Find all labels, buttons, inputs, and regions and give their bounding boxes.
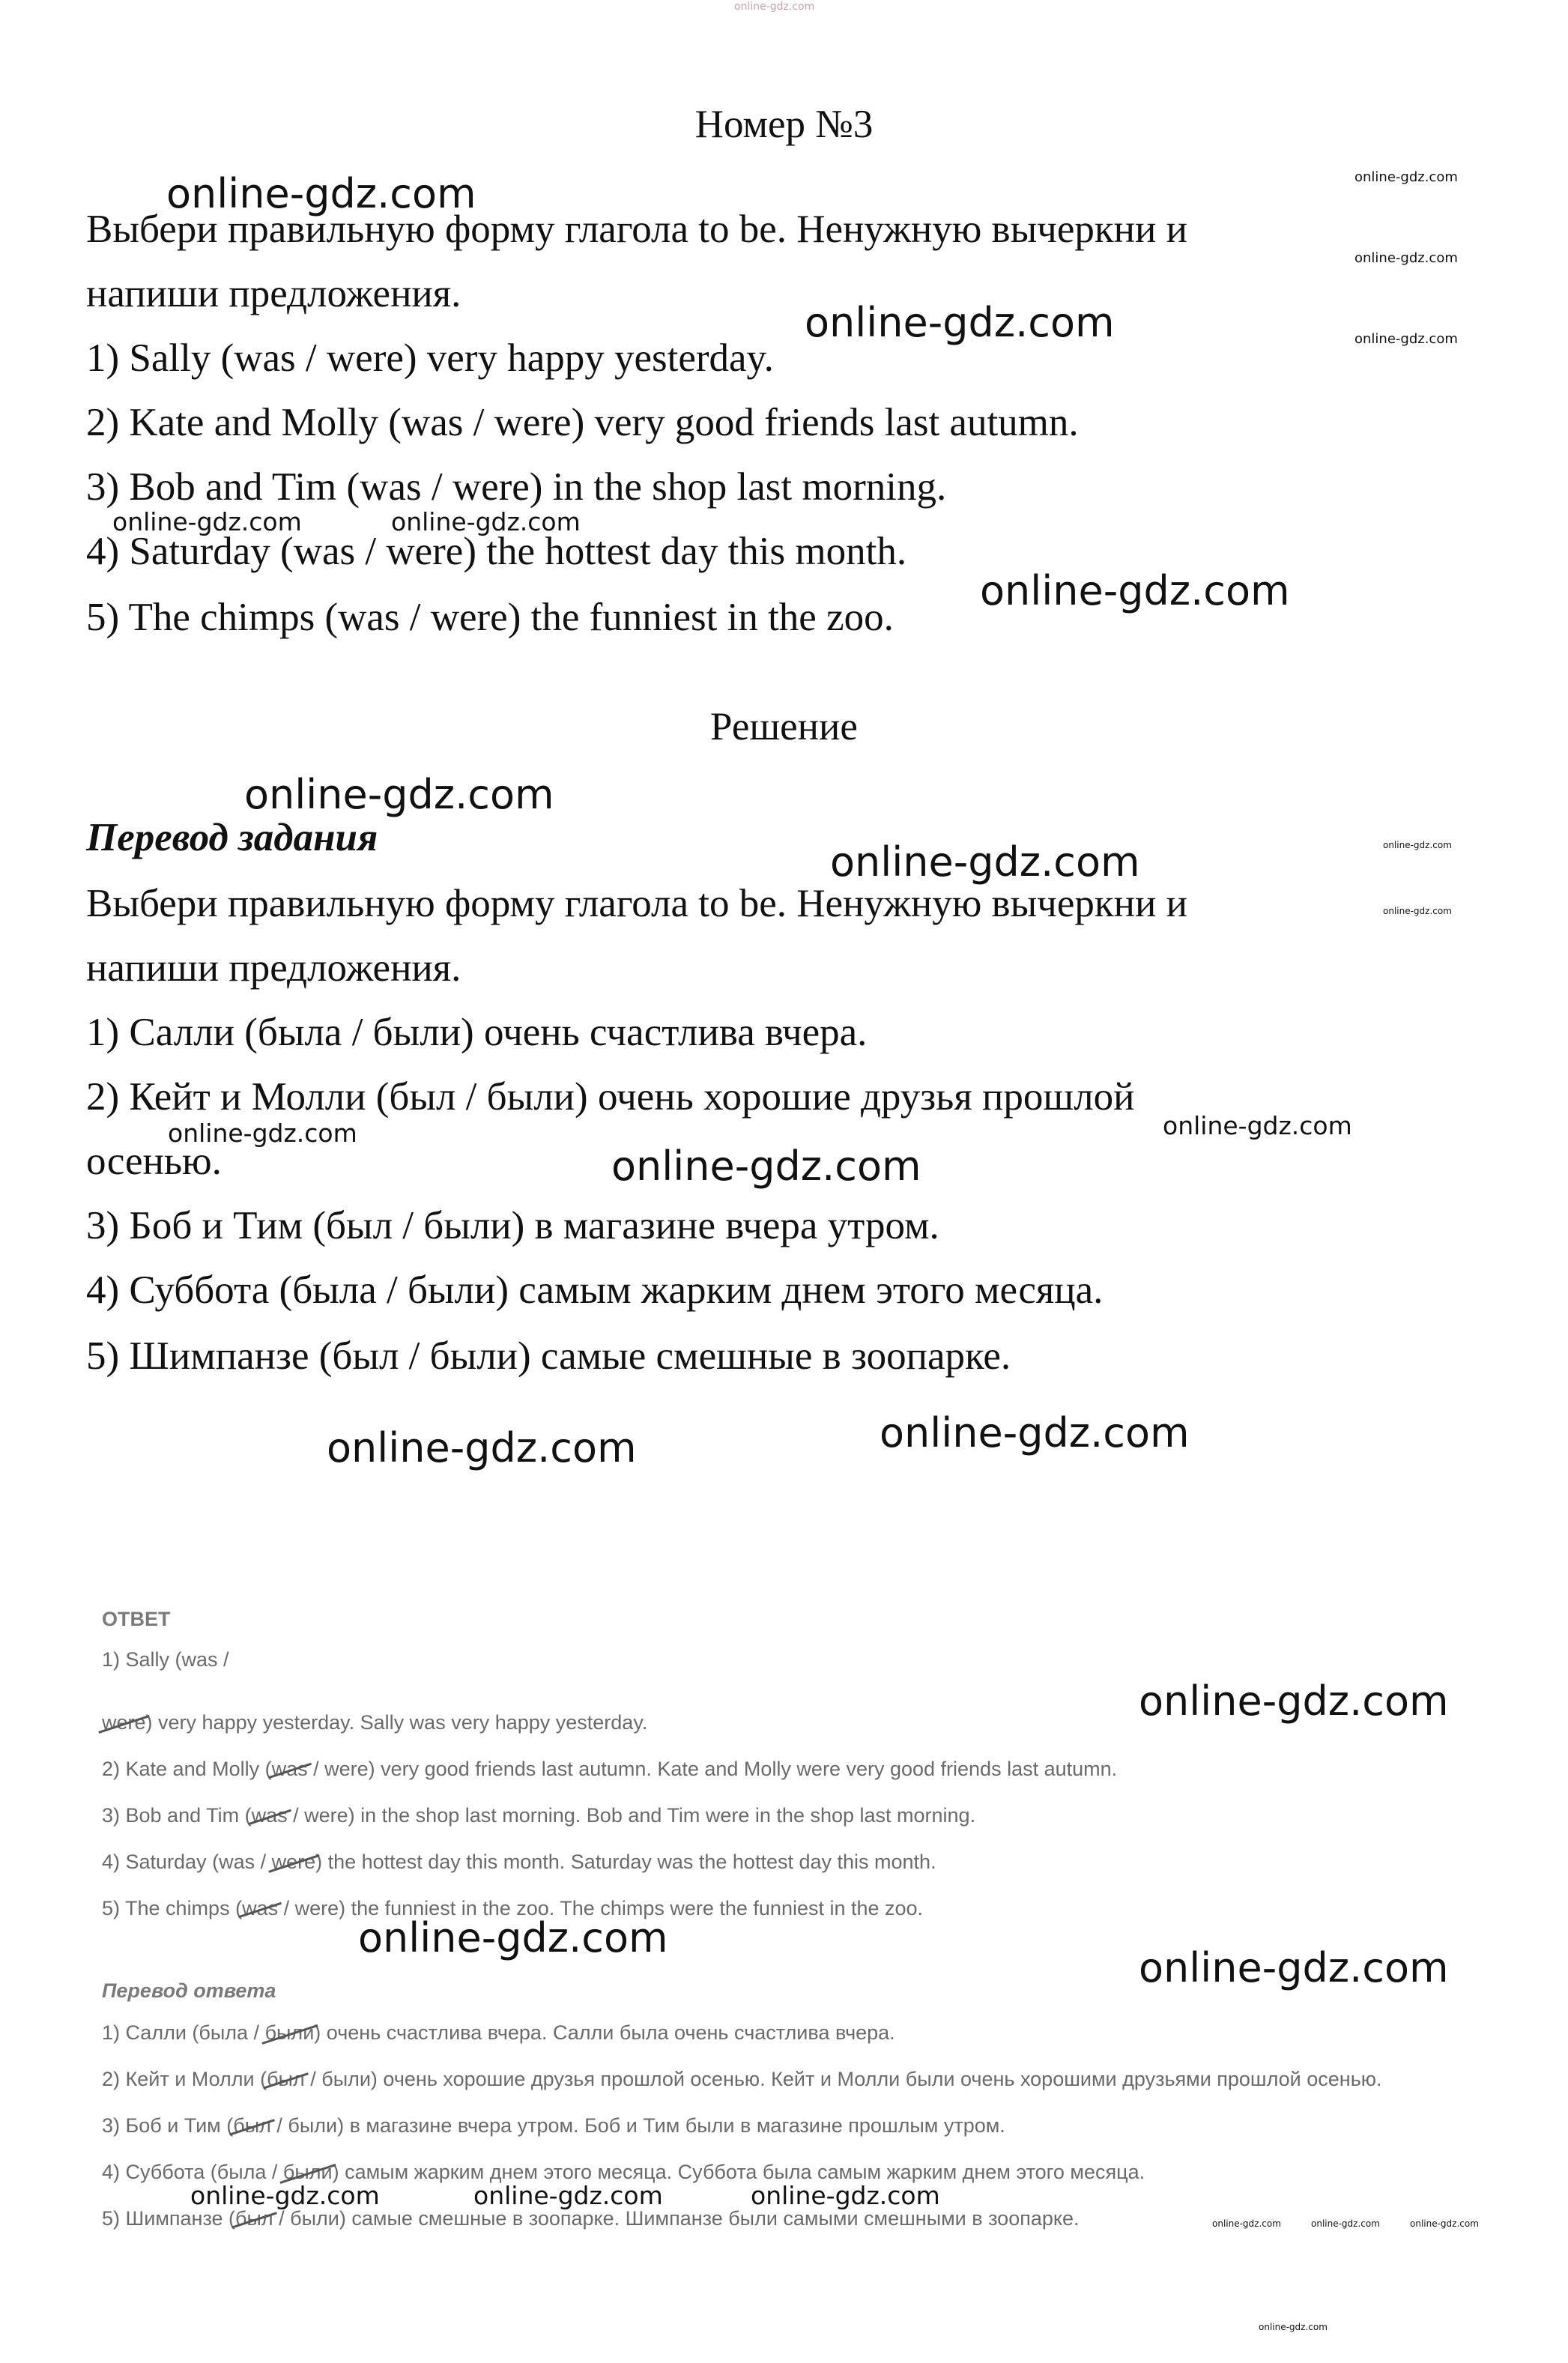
task-item-4: 4) Saturday (was / were) the hottest day this month. <box>86 530 907 573</box>
translation-instruction-line1: Выбери правильную форму глагола to be. Ненужную вычеркни и <box>86 882 1187 925</box>
answer-translation-item-2 <box>102 2069 1382 2090</box>
translation-instruction-line2: напиши предложения. <box>86 946 461 990</box>
answer-text: / были) очень хорошие друзья прошлой осенью. Кейт и Молли были очень хорошими друзьями прошлой осенью. <box>304 2068 1382 2090</box>
watermark: online-gdz.com <box>1139 1944 1449 1991</box>
task-item-3: 3) Bob and Tim (was / were) in the shop last morning. <box>86 465 947 509</box>
watermark: online-gdz.com <box>1354 250 1458 266</box>
watermark: online-gdz.com <box>1410 2218 1479 2229</box>
watermark: online-gdz.com <box>327 1424 637 1471</box>
answer-translation-item-3 <box>102 2116 1005 2136</box>
task-instruction-line2: напиши предложения. <box>86 272 461 315</box>
watermark: online-gdz.com <box>880 1409 1190 1456</box>
answer-line-1: 1) Sally (was / <box>102 1648 229 1671</box>
translation-item-2: 2) Кейт и Молли (был / были) очень хорошие друзья прошлой <box>86 1075 1135 1119</box>
watermark: online-gdz.com <box>391 507 581 536</box>
task-item-5: 5) The chimps (was / were) the funniest in the zoo. <box>86 596 894 639</box>
struck-word: были <box>282 2161 333 2183</box>
watermark: online-gdz.com <box>1163 1111 1352 1140</box>
watermark: online-gdz.com <box>473 2181 663 2210</box>
answer-translation-item-4 <box>102 2162 1145 2182</box>
watermark: online-gdz.com <box>1139 1677 1449 1725</box>
watermark: online-gdz.com <box>751 2181 940 2210</box>
struck-word: was <box>242 1897 279 1919</box>
answer-item-3 <box>102 1806 975 1826</box>
watermark: online-gdz.com <box>1383 906 1452 916</box>
translation-item-4: 4) Суббота (была / были) самым жарким днем этого месяца. <box>86 1268 1104 1312</box>
watermark: online-gdz.com <box>1259 2322 1328 2332</box>
watermark: online-gdz.com <box>1212 2218 1281 2229</box>
watermark: online-gdz.com <box>112 507 302 536</box>
watermark: online-gdz.com <box>358 1914 668 1961</box>
answer-text: 5) The chimps ( <box>102 1897 243 1919</box>
solution-heading: Решение <box>710 705 858 748</box>
answer-item-2 <box>102 1759 1117 1779</box>
answer-heading: ОТВЕТ <box>102 1608 171 1630</box>
struck-word: was <box>251 1804 288 1827</box>
answer-text: 3) Bob and Tim ( <box>102 1804 252 1827</box>
answer-text: 4) Saturday (was / <box>102 1851 272 1873</box>
answer-text: / были) в магазине вчера утром. Боб и Тим были в магазине прошлым утром. <box>270 2114 1005 2137</box>
watermark: online-gdz.com <box>805 299 1115 346</box>
translation-item-3: 3) Боб и Тим (был / были) в магазине вчера утром. <box>86 1204 939 1247</box>
struck-word: был <box>267 2068 305 2090</box>
watermark: online-gdz.com <box>166 170 476 217</box>
answer-text: / were) very good friends last autumn. Kate and Molly were very good friends last autumn. <box>307 1758 1118 1780</box>
watermark: online-gdz.com <box>1354 331 1458 347</box>
answer-text: / были) самые смешные в зоопарке. Шимпанзе были самыми смешными в зоопарке. <box>273 2207 1080 2230</box>
task-item-1: 1) Sally (was / were) very happy yesterday. <box>86 336 774 380</box>
page-title: Номер №3 <box>694 103 874 146</box>
answer-translation-item-5 <box>102 2209 1080 2229</box>
answer-text: 5) Шимпанзе ( <box>102 2207 236 2230</box>
answer-translation-item-1 <box>102 2023 895 2043</box>
struck-word: был <box>233 2114 271 2137</box>
watermark: online-gdz.com <box>1311 2218 1380 2229</box>
watermark: online-gdz.com <box>1383 840 1452 850</box>
answer-text: ) самым жарким днем этого месяца. Суббота была самым жарким днем этого месяца. <box>332 2161 1145 2183</box>
task-item-2: 2) Kate and Molly (was / were) very good friends last autumn. <box>86 401 1079 444</box>
struck-word: were <box>271 1851 316 1873</box>
answer-text: ) very happy yesterday. Sally was very happy yesterday. <box>145 1711 648 1734</box>
answer-text: / were) the funniest in the zoo. The chimps were the funniest in the zoo. <box>278 1897 924 1919</box>
task-instruction-line1: Выбери правильную форму глагола to be. Ненужную вычеркни и <box>86 208 1187 251</box>
watermark: online-gdz.com <box>830 838 1140 886</box>
struck-word: was <box>271 1758 308 1780</box>
translation-item-2-cont: осенью. <box>86 1140 222 1183</box>
watermark: online-gdz.com <box>190 2181 380 2210</box>
watermark-top: online-gdz.com <box>734 1 815 13</box>
answer-item-4 <box>102 1852 936 1872</box>
answer-item-1 <box>102 1713 647 1733</box>
answer-text: ) очень счастлива вчера. Салли была очень счастлива вчера. <box>314 2021 895 2044</box>
answer-text: 3) Боб и Тим ( <box>102 2114 234 2137</box>
answer-text: 2) Кейт и Молли ( <box>102 2068 267 2090</box>
translation-item-1: 1) Салли (была / были) очень счастлива вчера. <box>86 1011 868 1054</box>
watermark: online-gdz.com <box>980 567 1290 614</box>
answer-translation-heading: Перевод ответа <box>102 1979 276 2002</box>
watermark: online-gdz.com <box>244 771 554 818</box>
watermark: online-gdz.com <box>168 1119 357 1148</box>
struck-word: были <box>264 2021 315 2044</box>
struck-word: был <box>235 2207 273 2230</box>
answer-text: 4) Суббота (была / <box>102 2161 283 2183</box>
watermark: online-gdz.com <box>1354 169 1458 185</box>
answer-text: 2) Kate and Molly ( <box>102 1758 272 1780</box>
struck-word: were <box>102 1711 146 1734</box>
translation-heading: Перевод задания <box>86 816 378 859</box>
answer-text: / were) in the shop last morning. Bob and Tim were in the shop last morning. <box>287 1804 976 1827</box>
translation-item-5: 5) Шимпанзе (был / были) самые смешные в зоопарке. <box>86 1334 1011 1378</box>
answer-text: ) the hottest day this month. Saturday was the hottest day this month. <box>315 1851 936 1873</box>
watermark: online-gdz.com <box>611 1143 921 1190</box>
answer-text: 1) Салли (была / <box>102 2021 265 2044</box>
